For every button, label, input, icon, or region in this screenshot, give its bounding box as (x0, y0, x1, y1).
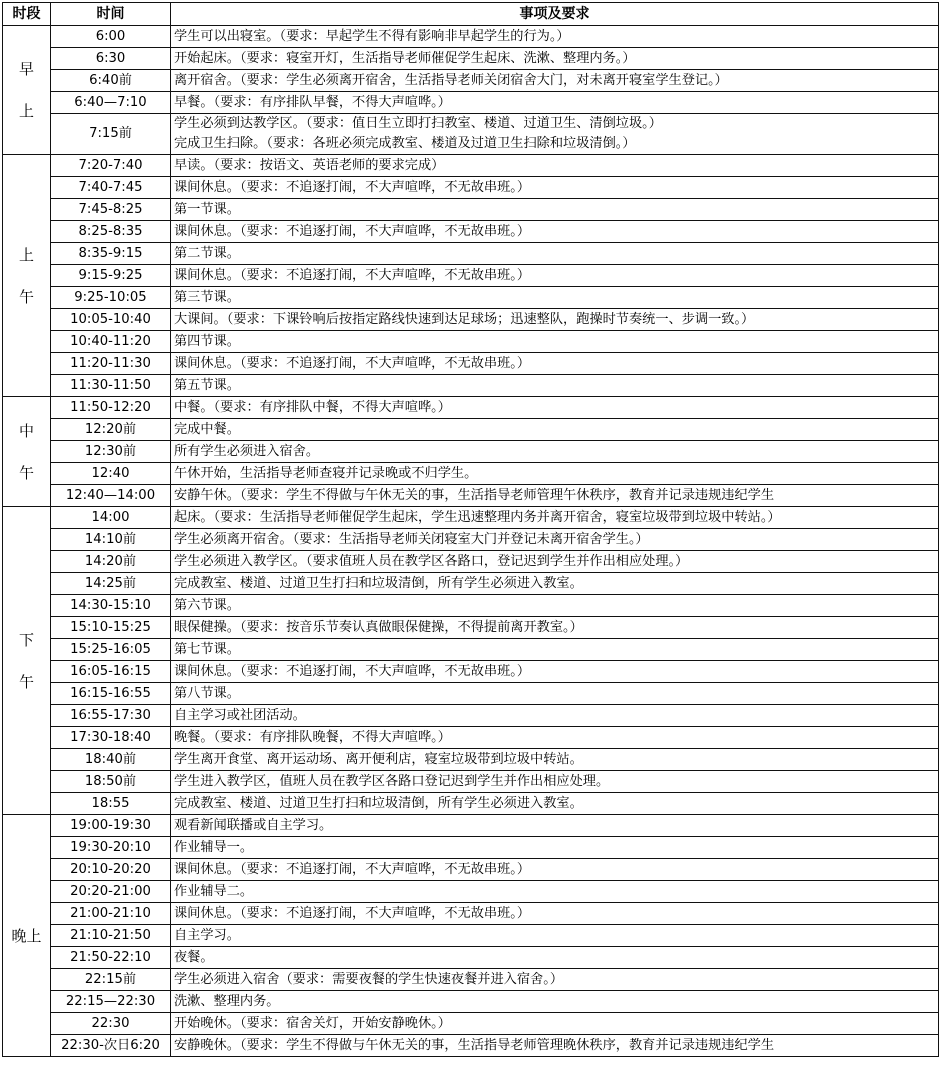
time-cell: 12:40—14:00 (51, 485, 171, 507)
item-cell: 安静晚休。（要求：学生不得做与午休无关的事，生活指导老师管理晚休秩序，教育并记录违规违纪学生 (171, 1035, 939, 1057)
item-cell: 第六节课。 (171, 595, 939, 617)
time-cell: 6:40—7:10 (51, 92, 171, 114)
time-cell: 6:40前 (51, 70, 171, 92)
table-row (3, 26, 939, 48)
item-line: 完成卫生扫除。（要求：各班必须完成教室、楼道及过道卫生扫除和垃圾清倒。） (174, 136, 636, 151)
item-cell: 午休开始，生活指导老师查寝并记录晚或不归学生。 (171, 463, 939, 485)
table-row (3, 815, 939, 837)
item-cell: 大课间。（要求：下课铃响后按指定路线快速到达足球场；迅速整队，跑操时节奏统一、步调一致。） (171, 309, 939, 331)
table-row (3, 507, 939, 529)
time-cell: 18:40前 (51, 749, 171, 771)
item-cell: 自主学习或社团活动。 (171, 705, 939, 727)
item-cell: 课间休息。（要求：不追逐打闹，不大声喧哗，不无故串班。） (171, 661, 939, 683)
table-row (3, 375, 939, 397)
period-label: 晚上 (11, 926, 42, 945)
item-cell: 离开宿舍。（要求：学生必须离开宿舍，生活指导老师关闭宿舍大门，对未离开寝室学生登记。） (171, 70, 939, 92)
time-cell: 12:30前 (51, 441, 171, 463)
time-cell: 11:50-12:20 (51, 397, 171, 419)
item-cell: 开始晚休。（要求：宿舍关灯，开始安静晚休。） (171, 1013, 939, 1035)
table-row (3, 749, 939, 771)
table-row (3, 771, 939, 793)
item-cell: 完成教室、楼道、过道卫生打扫和垃圾清倒，所有学生必须进入教室。 (171, 573, 939, 595)
time-cell: 18:55 (51, 793, 171, 815)
time-cell: 7:20-7:40 (51, 155, 171, 177)
table-body (3, 26, 939, 1057)
time-cell: 21:50-22:10 (51, 947, 171, 969)
table-row (3, 48, 939, 70)
time-cell: 19:00-19:30 (51, 815, 171, 837)
period-cell (3, 815, 51, 1057)
table-row (3, 331, 939, 353)
item-cell: 自主学习。 (171, 925, 939, 947)
time-cell: 14:10前 (51, 529, 171, 551)
time-cell: 11:20-11:30 (51, 353, 171, 375)
table-row (3, 353, 939, 375)
time-cell: 22:15—22:30 (51, 991, 171, 1013)
item-cell: 学生必须进入宿舍（要求：需要夜餐的学生快速夜餐并进入宿舍。） (171, 969, 939, 991)
table-row (3, 859, 939, 881)
table-row (3, 947, 939, 969)
table-row (3, 155, 939, 177)
table-row (3, 463, 939, 485)
item-cell (171, 114, 939, 155)
header-period: 时段 (3, 3, 51, 26)
time-cell: 9:25-10:05 (51, 287, 171, 309)
item-cell: 课间休息。（要求：不追逐打闹，不大声喧哗，不无故串班。） (171, 353, 939, 375)
item-cell: 洗漱、整理内务。 (171, 991, 939, 1013)
table-row (3, 903, 939, 925)
table-row (3, 529, 939, 551)
item-cell: 早读。（要求：按语文、英语老师的要求完成） (171, 155, 939, 177)
item-cell: 第七节课。 (171, 639, 939, 661)
item-cell: 学生进入教学区，值班人员在教学区各路口登记迟到学生并作出相应处理。 (171, 771, 939, 793)
time-cell: 14:00 (51, 507, 171, 529)
time-cell: 7:15前 (51, 114, 171, 155)
table-row (3, 221, 939, 243)
item-cell: 完成中餐。 (171, 419, 939, 441)
item-cell: 课间休息。（要求：不追逐打闹，不大声喧哗，不无故串班。） (171, 903, 939, 925)
time-cell: 16:15-16:55 (51, 683, 171, 705)
period-label: 午 (18, 463, 34, 482)
item-cell: 安静午休。（要求：学生不得做与午休无关的事，生活指导老师管理午休秩序，教育并记录违规违纪学生 (171, 485, 939, 507)
item-cell: 课间休息。（要求：不追逐打闹，不大声喧哗，不无故串班。） (171, 859, 939, 881)
time-cell: 22:30 (51, 1013, 171, 1035)
table-row (3, 969, 939, 991)
item-cell: 早餐。（要求：有序排队早餐，不得大声喧哗。） (171, 92, 939, 114)
table-row (3, 595, 939, 617)
period-label: 上 (18, 102, 34, 120)
period-label: 上 (18, 245, 34, 264)
item-cell: 第二节课。 (171, 243, 939, 265)
time-cell: 19:30-20:10 (51, 837, 171, 859)
table-row (3, 573, 939, 595)
time-cell: 12:20前 (51, 419, 171, 441)
time-cell: 21:00-21:10 (51, 903, 171, 925)
time-cell: 12:40 (51, 463, 171, 485)
item-cell: 起床。（要求：生活指导老师催促学生起床，学生迅速整理内务并离开宿舍，寝室垃圾带到垃圾中转站。） (171, 507, 939, 529)
table-row (3, 397, 939, 419)
item-cell: 眼保健操。（要求：按音乐节奏认真做眼保健操，不得提前离开教室。） (171, 617, 939, 639)
item-cell: 第四节课。 (171, 331, 939, 353)
table-row (3, 661, 939, 683)
time-cell: 21:10-21:50 (51, 925, 171, 947)
time-cell: 8:25-8:35 (51, 221, 171, 243)
period-label: 午 (18, 287, 34, 306)
item-cell: 作业辅导一。 (171, 837, 939, 859)
item-cell: 第三节课。 (171, 287, 939, 309)
table-row (3, 177, 939, 199)
time-cell: 15:25-16:05 (51, 639, 171, 661)
table-row (3, 243, 939, 265)
item-cell: 学生可以出寝室。（要求：早起学生不得有影响非早起学生的行为。） (171, 26, 939, 48)
table-row (3, 287, 939, 309)
item-line: 学生必须到达教学区。（要求：值日生立即打扫教室、楼道、过道卫生、清倒垃圾。） (174, 116, 662, 131)
period-label: 下 (18, 630, 34, 649)
table-row (3, 485, 939, 507)
item-cell: 观看新闻联播或自主学习。 (171, 815, 939, 837)
table-header (3, 3, 939, 26)
item-cell: 课间休息。（要求：不追逐打闹，不大声喧哗，不无故串班。） (171, 221, 939, 243)
item-cell: 晚餐。（要求：有序排队晚餐，不得大声喧哗。） (171, 727, 939, 749)
period-label: 早 (18, 60, 34, 78)
item-cell: 第五节课。 (171, 375, 939, 397)
header-row (3, 3, 939, 26)
time-cell: 18:50前 (51, 771, 171, 793)
item-cell: 夜餐。 (171, 947, 939, 969)
time-cell: 11:30-11:50 (51, 375, 171, 397)
time-cell: 6:00 (51, 26, 171, 48)
table-row (3, 199, 939, 221)
table-row (3, 991, 939, 1013)
header-time: 时间 (51, 3, 171, 26)
item-cell: 课间休息。（要求：不追逐打闹，不大声喧哗，不无故串班。） (171, 177, 939, 199)
table-row (3, 551, 939, 573)
table-row (3, 309, 939, 331)
period-label: 中 (18, 421, 34, 440)
table-row (3, 683, 939, 705)
time-cell: 22:30-次日6:20 (51, 1035, 171, 1057)
period-cell (3, 26, 51, 155)
time-cell: 7:40-7:45 (51, 177, 171, 199)
table-row (3, 1013, 939, 1035)
table-row (3, 727, 939, 749)
schedule-table (2, 2, 939, 1057)
time-cell: 14:20前 (51, 551, 171, 573)
item-cell: 学生必须离开宿舍。（要求：生活指导老师关闭寝室大门并登记未离开宿舍学生。） (171, 529, 939, 551)
item-cell: 第八节课。 (171, 683, 939, 705)
time-cell: 8:35-9:15 (51, 243, 171, 265)
table-row (3, 70, 939, 92)
time-cell: 14:30-15:10 (51, 595, 171, 617)
table-row (3, 617, 939, 639)
item-cell: 开始起床。（要求：寝室开灯，生活指导老师催促学生起床、洗漱、整理内务。） (171, 48, 939, 70)
time-cell: 7:45-8:25 (51, 199, 171, 221)
period-cell (3, 397, 51, 507)
item-cell: 作业辅导二。 (171, 881, 939, 903)
time-cell: 20:20-21:00 (51, 881, 171, 903)
time-cell: 17:30-18:40 (51, 727, 171, 749)
item-cell: 第一节课。 (171, 199, 939, 221)
item-cell: 学生必须进入教学区。（要求值班人员在教学区各路口，登记迟到学生并作出相应处理。） (171, 551, 939, 573)
table-row (3, 92, 939, 114)
table-row (3, 881, 939, 903)
time-cell: 14:25前 (51, 573, 171, 595)
header-items: 事项及要求 (171, 3, 939, 26)
table-row (3, 705, 939, 727)
table-row (3, 1035, 939, 1057)
item-cell: 学生离开食堂、离开运动场、离开便利店，寝室垃圾带到垃圾中转站。 (171, 749, 939, 771)
item-cell: 中餐。（要求：有序排队中餐，不得大声喧哗。） (171, 397, 939, 419)
table-row (3, 639, 939, 661)
time-cell: 22:15前 (51, 969, 171, 991)
time-cell: 6:30 (51, 48, 171, 70)
item-cell: 课间休息。（要求：不追逐打闹，不大声喧哗，不无故串班。） (171, 265, 939, 287)
item-cell: 完成教室、楼道、过道卫生打扫和垃圾清倒，所有学生必须进入教室。 (171, 793, 939, 815)
period-cell (3, 155, 51, 397)
table-row (3, 837, 939, 859)
time-cell: 10:40-11:20 (51, 331, 171, 353)
time-cell: 16:55-17:30 (51, 705, 171, 727)
time-cell: 15:10-15:25 (51, 617, 171, 639)
table-row (3, 265, 939, 287)
period-cell (3, 507, 51, 815)
item-cell: 所有学生必须进入宿舍。 (171, 441, 939, 463)
time-cell: 20:10-20:20 (51, 859, 171, 881)
time-cell: 16:05-16:15 (51, 661, 171, 683)
period-label: 午 (18, 672, 34, 691)
table-row (3, 114, 939, 155)
table-row (3, 925, 939, 947)
time-cell: 10:05-10:40 (51, 309, 171, 331)
table-row (3, 441, 939, 463)
table-row (3, 419, 939, 441)
time-cell: 9:15-9:25 (51, 265, 171, 287)
table-row (3, 793, 939, 815)
